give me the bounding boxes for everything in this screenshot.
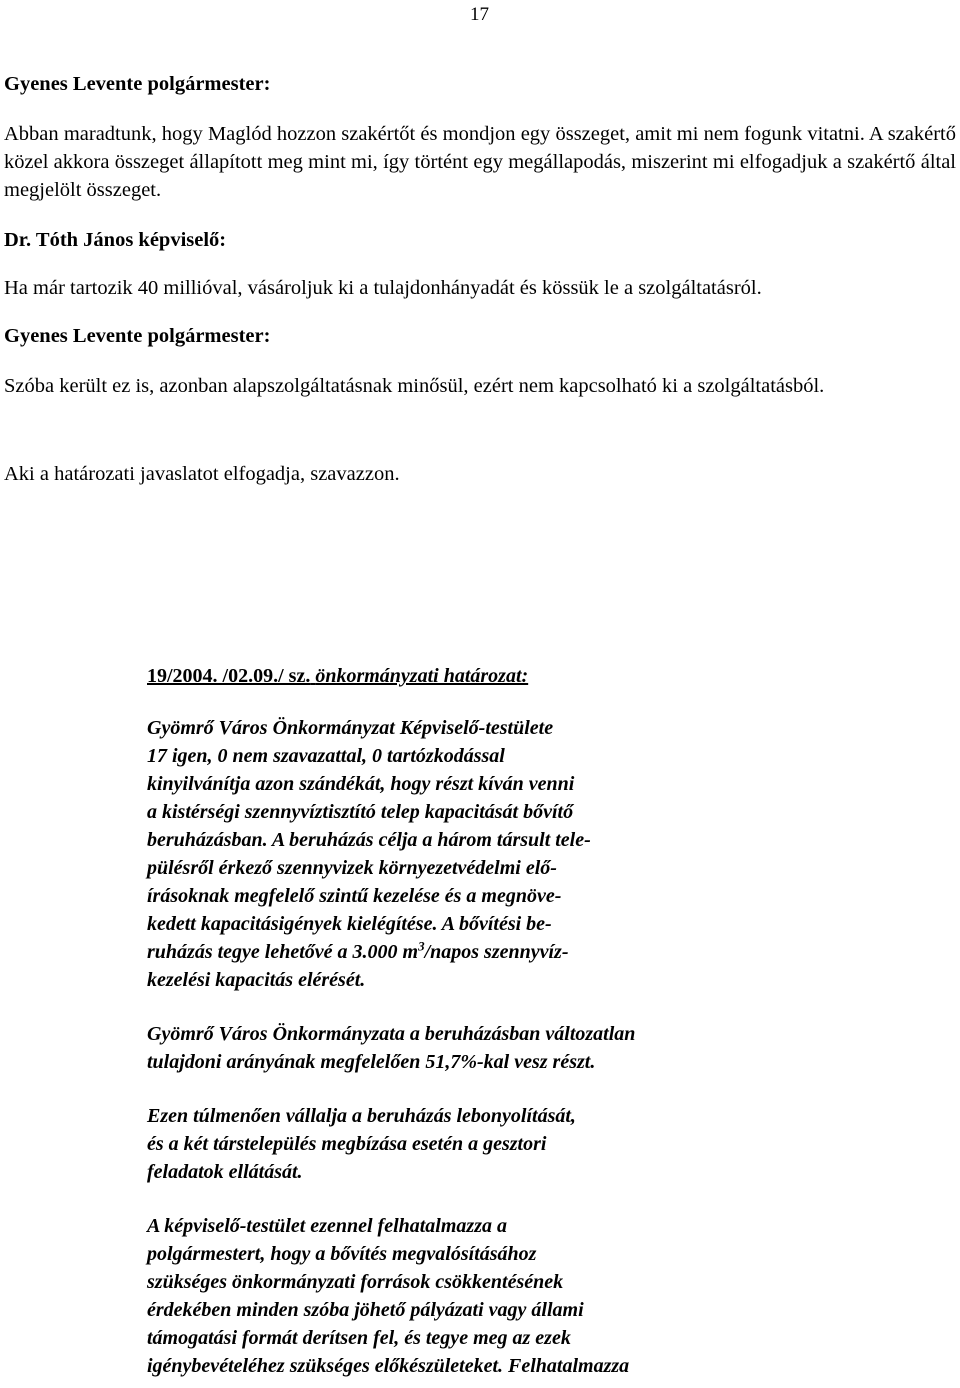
resolution-line: érdekében minden szóba jöhető pályázati vagy állami xyxy=(147,1299,584,1321)
resolution-paragraph-3 xyxy=(147,1102,787,1186)
resolution-line-part: ruházás tegye lehetővé a 3.000 m xyxy=(147,941,419,963)
resolution-line: támogatási formát derítsen fel, és tegye meg az ezek xyxy=(147,1327,571,1349)
superscript-exponent: 3 xyxy=(418,938,425,954)
resolution-line: Gyömrő Város Önkormányzat Képviselő-testülete xyxy=(147,717,554,739)
resolution-number-type: önkormányzati határozat: xyxy=(315,665,529,687)
resolution-line: igénybevételéhez szükséges előkészületeket. Felhatalmazza xyxy=(147,1355,630,1377)
resolution-paragraph-2 xyxy=(147,1020,787,1076)
resolution-line: polgármestert, hogy a bővítés megvalósításához xyxy=(147,1243,537,1265)
resolution-block xyxy=(147,662,787,1380)
resolution-line: tulajdoni arányának megfelelően 51,7%-kal vesz részt. xyxy=(147,1051,596,1073)
speech-paragraph: Aki a határozati javaslatot elfogadja, szavazzon. xyxy=(4,463,400,485)
resolution-line: Ezen túlmenően vállalja a beruházás lebonyolítását, xyxy=(147,1105,576,1127)
speaker-heading: Dr. Tóth János képviselő: xyxy=(4,229,227,251)
resolution-line: pülésről érkező szennyvizek környezetvédelmi elő- xyxy=(147,857,557,879)
resolution-line: és a két társtelepülés megbízása esetén a gesztori xyxy=(147,1133,547,1155)
resolution-line: a kistérségi szennyvíztisztító telep kapacitását bővítő xyxy=(147,801,574,823)
resolution-line: Gyömrő Város Önkormányzata a beruházásban változatlan xyxy=(147,1023,636,1045)
resolution-line: kezelési kapacitás elérését. xyxy=(147,969,366,991)
resolution-line: kedett kapacitásigények kielégítése. A bővítési be- xyxy=(147,913,552,935)
resolution-number xyxy=(147,662,787,690)
resolution-line: kinyilvánítja azon szándékát, hogy részt kíván venni xyxy=(147,773,575,795)
resolution-line xyxy=(147,938,787,966)
speaker-heading: Gyenes Levente polgármester: xyxy=(4,73,271,95)
speaker-heading: Gyenes Levente polgármester: xyxy=(4,325,271,347)
resolution-paragraph-1 xyxy=(147,714,787,994)
resolution-line-part: /napos szennyvíz- xyxy=(424,941,569,963)
resolution-line: szükséges önkormányzati források csökkentésének xyxy=(147,1271,564,1293)
page-number: 17 xyxy=(470,4,489,25)
resolution-line: A képviselő-testület ezennel felhatalmazza a xyxy=(147,1215,507,1237)
resolution-line: írásoknak megfelelő szintű kezelése és a megnöve- xyxy=(147,885,562,907)
resolution-line: 17 igen, 0 nem szavazattal, 0 tartózkodással xyxy=(147,745,505,767)
speech-paragraph: Szóba került ez is, azonban alapszolgáltatásnak minősül, ezért nem kapcsolható ki a szolgáltatásból. xyxy=(4,375,825,397)
minutes-dialogue xyxy=(4,70,956,488)
speech-paragraph: Ha már tartozik 40 millióval, vásároljuk ki a tulajdonhányadát és kössük le a szolgáltatásról. xyxy=(4,277,762,299)
resolution-line: feladatok ellátását. xyxy=(147,1161,303,1183)
resolution-paragraph-4 xyxy=(147,1212,787,1380)
resolution-number-id: 19/2004. /02.09./ sz. xyxy=(147,665,311,687)
speech-paragraph: Abban maradtunk, hogy Maglód hozzon szakértőt és mondjon egy összeget, amit mi nem fogunk vitatni. A szakértő közel akkora összeget állapított meg mint mi, így történt egy megállapodás, miszerint mi elfogadjuk a szakértő által megjelölt összeget. xyxy=(4,123,956,201)
resolution-line: beruházásban. A beruházás célja a három társult tele- xyxy=(147,829,591,851)
